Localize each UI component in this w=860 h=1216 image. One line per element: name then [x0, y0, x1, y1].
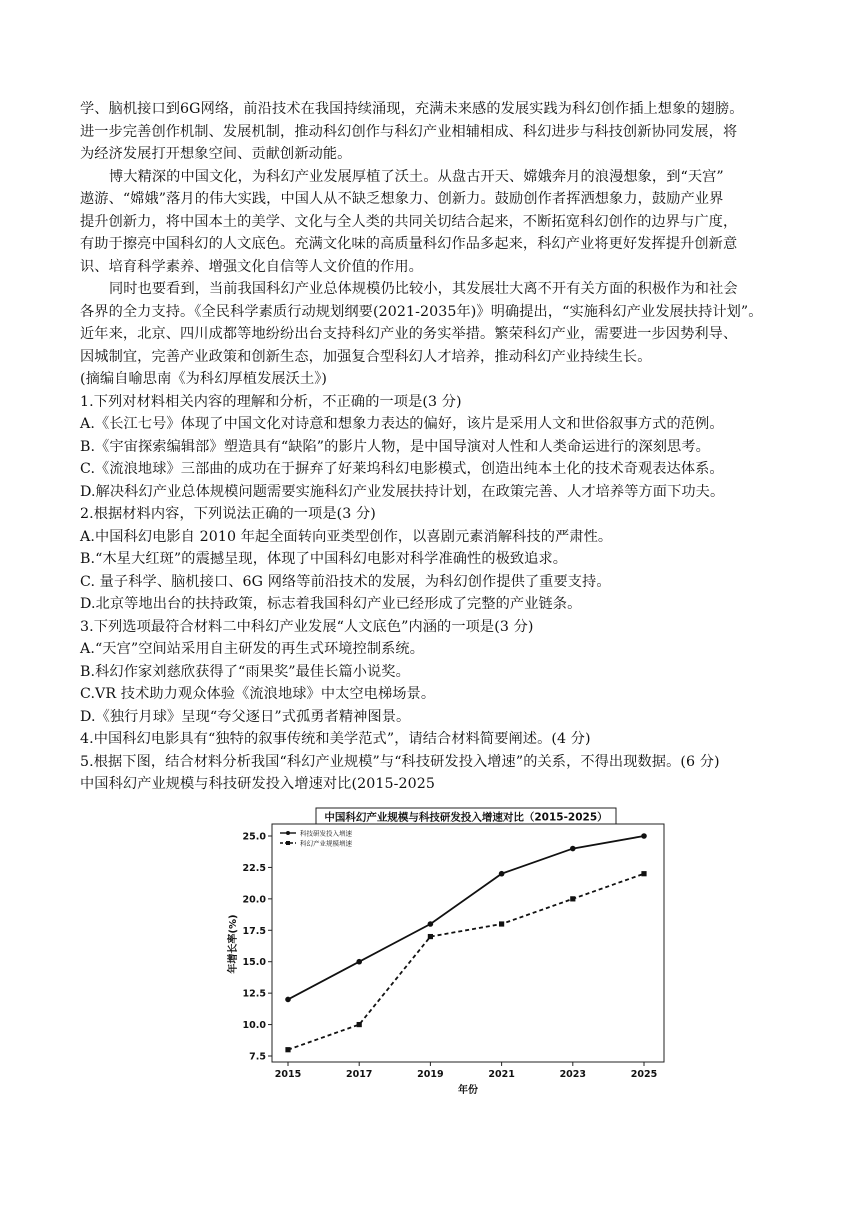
question-stem: 5.根据下图，结合材料分析我国“科幻产业规模”与“科技研发投入增速”的关系，不得出现数据。(6 分): [80, 753, 720, 770]
data-point: [357, 1022, 362, 1027]
passage-line: (摘编自喻思南《为科幻厚植发展沃土》): [80, 371, 328, 387]
data-point: [285, 997, 291, 1003]
question-stem: 3.下列选项最符合材料二中科幻产业发展“人文底色”内涵的一项是(3 分): [80, 618, 534, 635]
answer-option: C. 量子科学、脑机接口、6G 网络等前沿技术的发展，为科幻创作提供了重要支持。: [80, 573, 611, 590]
legend-marker: [286, 841, 290, 845]
line-chart: [228, 804, 664, 1100]
question-stem: 1.下列对材料相关内容的理解和分析，不正确的一项是(3 分): [80, 393, 462, 410]
plot-frame: [272, 824, 664, 1062]
answer-option: D.北京等地出台的扶持政策，标志着我国科幻产业已经形成了完整的产业链条。: [80, 596, 582, 612]
answer-option: A.中国科幻电影自 2010 年起全面转向亚类型创作，以喜剧元素消解科技的严肃性。: [80, 528, 613, 545]
answer-option: C.《流浪地球》三部曲的成功在于摒弃了好莱坞科幻电影模式，创造出纯本土化的技术奇观表达体系。: [80, 461, 724, 477]
answer-option: B.“木星大红斑”的震撼呈现，体现了中国科幻电影对科学准确性的极致追求。: [80, 551, 568, 567]
document-body: [80, 98, 792, 796]
y-axis-label: 年增长率(%): [228, 914, 239, 974]
passage-line: 进一步完善创作机制、发展机制，推动科幻创作与科幻产业相辅相成、科幻进步与科技创新协同发展，将: [80, 123, 738, 140]
x-tick-label: 2017: [345, 1069, 373, 1080]
answer-option: A.《长江七号》体现了中国文化对诗意和想象力表达的偏好，该片是采用人文和世俗叙事方式的范例。: [80, 416, 724, 432]
x-axis: [275, 1062, 657, 1080]
data-point: [499, 871, 505, 877]
data-point: [641, 871, 646, 876]
passage-line: 各界的全力支持。《全民科学素质行动规划纲要(2021-2035年)》明确提出，“实施科幻产业发展扶持计划”。: [80, 303, 763, 320]
y-tick-label: 20.0: [242, 894, 266, 906]
chart-legend: [280, 829, 353, 848]
y-tick-label: 7.5: [249, 1051, 266, 1063]
question-stem: 4.中国科幻电影具有“独特的叙事传统和美学范式”，请结合材料简要阐述。(4 分): [80, 731, 591, 747]
reading-passage: [80, 98, 792, 391]
answer-option: B.科幻作家刘慈欣获得了“雨果奖”最佳长篇小说奖。: [80, 663, 410, 680]
x-tick-label: 2019: [417, 1069, 444, 1080]
data-point: [428, 921, 434, 927]
chart-title: 中国科幻产业规模与科技研发投入增速对比（2015-2025）: [324, 811, 608, 824]
chart-svg: [228, 804, 664, 1100]
question-line: 中国科幻产业规模与科技研发投入增速对比(2015-2025: [80, 776, 436, 792]
series-layer: [285, 833, 647, 1052]
y-tick-label: 17.5: [242, 925, 266, 937]
x-tick-label: 2021: [488, 1069, 515, 1080]
question-list: [80, 391, 792, 796]
data-point: [499, 921, 504, 926]
x-tick-label: 2025: [630, 1069, 658, 1080]
y-tick-label: 15.0: [242, 957, 266, 969]
answer-option: B.《宇宙探索编辑部》塑造具有“缺陷”的影片人物，是中国导演对人性和人类命运进行的深刻思考。: [80, 438, 710, 455]
answer-option: D.《独行月球》呈现“夸父逐日”式孤勇者精神图景。: [80, 708, 411, 725]
y-tick-label: 25.0: [242, 831, 266, 843]
passage-line: 识、培育科学素养、增强文化自信等人文价值的作用。: [80, 258, 423, 275]
passage-line: 近年来，北京、四川成都等地纷纷出台支持科幻产业的务实举措。繁荣科幻产业，需要进一步因势利导、: [80, 326, 738, 342]
passage-line: 学、脑机接口到6G网络，前沿技术在我国持续涌现，充满未来感的发展实践为科幻创作插上想象的翅膀。: [80, 101, 744, 117]
data-point: [285, 1047, 290, 1052]
passage-line: 为经济发展打开想象空间、贡献创新动能。: [80, 146, 352, 162]
passage-line: 博大精深的中国文化，为科幻产业发展厚植了沃土。从盘古开天、嫦娥奔月的浪漫想象，到“天宫”: [109, 168, 724, 185]
series-line-2: [288, 874, 644, 1050]
passage-line: 遨游、“嫦娥”落月的伟大实践，中国人从不缺乏想象力、创新力。鼓励创作者挥洒想象力，鼓励产业界: [80, 191, 724, 207]
question-stem: 2.根据材料内容，下列说法正确的一项是(3 分): [80, 506, 376, 522]
data-point: [641, 833, 647, 839]
answer-option: A.“天宫”空间站采用自主研发的再生式环境控制系统。: [80, 641, 424, 657]
data-point: [356, 959, 362, 965]
y-axis: [243, 832, 272, 1063]
legend-label: 科幻产业规模增速: [300, 839, 352, 848]
answer-option: D.解决科幻产业总体规模问题需要实施科幻产业发展扶持计划，在政策完善、人才培养等方面下功夫。: [80, 483, 725, 500]
answer-option: C.VR 技术助力观众体验《流浪地球》中太空电梯场景。: [80, 686, 436, 702]
x-tick-label: 2015: [274, 1069, 302, 1080]
series-line-1: [288, 836, 644, 999]
legend-marker: [286, 831, 290, 835]
data-point: [570, 846, 576, 852]
data-point: [428, 934, 433, 939]
x-axis-label: 年份: [458, 1085, 478, 1096]
passage-line: 同时也要看到，当前我国科幻产业总体规模仍比较小，其发展壮大离不开有关方面的积极作为和社会: [109, 281, 738, 297]
x-tick-label: 2023: [559, 1069, 587, 1080]
data-point: [570, 896, 575, 901]
legend-label: 科技研发投入增速: [300, 829, 352, 838]
y-tick-label: 22.5: [242, 862, 266, 874]
passage-line: 有助于擦亮中国科幻的人文底色。充满文化味的高质量科幻作品多起来，科幻产业将更好发挥提升创新意: [80, 236, 738, 252]
y-tick-label: 12.5: [242, 988, 266, 1000]
passage-line: 因城制宜，完善产业政策和创新生态，加强复合型科幻人才培养，推动科幻产业持续生长。: [80, 348, 652, 365]
y-tick-label: 10.0: [242, 1020, 266, 1032]
passage-line: 提升创新力，将中国本土的美学、文化与全人类的共同关切结合起来，不断拓宽科幻创作的边界与广度，: [80, 213, 738, 230]
